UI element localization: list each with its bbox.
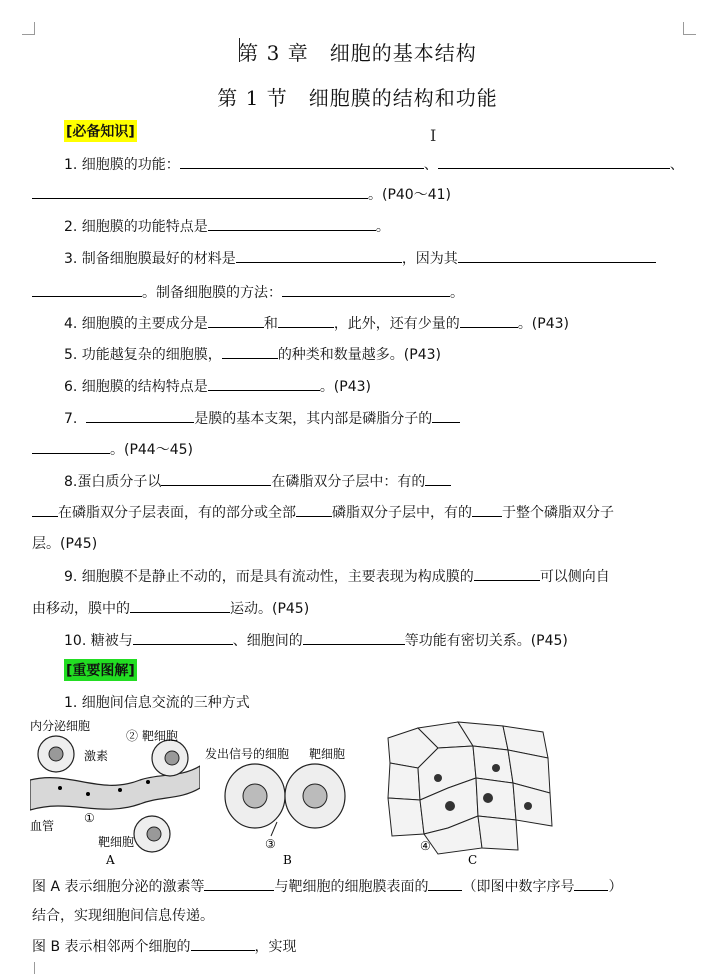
fade-overlay (300, 928, 400, 958)
blank[interactable] (32, 502, 58, 517)
blank[interactable] (428, 876, 462, 891)
tag-figures: [重要图解] (64, 659, 137, 681)
crop-mark-top-right (683, 22, 696, 35)
paragraph-figure-a-cont: 结合，实现细胞间信息传递。 (32, 908, 214, 924)
label-c: C (468, 853, 478, 867)
question-5: 5. 功能越复杂的细胞膜， 的种类和数量越多。(P43) (64, 344, 441, 365)
blank[interactable] (296, 502, 332, 517)
question-8-end: 层。(P45) (32, 536, 98, 552)
figure-c (378, 718, 568, 868)
ibeam-cursor-icon: I (430, 126, 437, 145)
blank[interactable] (472, 502, 502, 517)
blank[interactable] (180, 154, 424, 169)
blank[interactable] (208, 216, 376, 231)
blank[interactable] (282, 282, 450, 297)
label-num4: ④ (420, 839, 431, 853)
question-8-cont: 在磷脂双分子层表面，有的部分或全部 磷脂双分子层中，有的 于整个磷脂双分子 (32, 502, 614, 523)
question-4: 4. 细胞膜的主要成分是 和 ，此外，还有少量的 。(P43) (64, 313, 569, 334)
question-8: 8.蛋白质分子以 在磷脂双分子层中：有的 (64, 471, 451, 492)
figure-intro: 1. 细胞间信息交流的三种方式 (64, 695, 250, 711)
question-7: 7. 是膜的基本支架，其内部是磷脂分子的 (64, 408, 460, 429)
chapter-title: 第 3 章 细胞的基本结构 (238, 41, 477, 65)
blank[interactable] (222, 344, 278, 359)
blank[interactable] (130, 598, 230, 613)
label-target: 靶细胞 (309, 747, 346, 761)
question-9-cont: 由移动，膜中的 运动。(P45) (32, 598, 309, 619)
blank[interactable] (32, 439, 110, 454)
label-num1: ① (84, 811, 95, 825)
blank[interactable] (133, 630, 233, 645)
question-2: 2. 细胞膜的功能特点是 。 (64, 216, 390, 237)
blank[interactable] (474, 566, 540, 581)
question-6: 6. 细胞膜的结构特点是 。(P43) (64, 376, 371, 397)
question-3-cont: 。制备细胞膜的方法： 。 (32, 282, 464, 303)
blank[interactable] (432, 408, 460, 423)
blank[interactable] (438, 154, 670, 169)
paragraph-figure-b: 图 B 表示相邻两个细胞的 ，实现 (32, 936, 297, 957)
figure-b (205, 718, 360, 868)
blank[interactable] (191, 936, 255, 951)
blank[interactable] (278, 313, 334, 328)
question-3: 3. 制备细胞膜最好的材料是 ，因为其 (64, 248, 656, 269)
blank[interactable] (236, 248, 402, 263)
label-sender: 发出信号的细胞 (205, 747, 290, 761)
blank[interactable] (458, 248, 656, 263)
paragraph-figure-a: 图 A 表示细胞分泌的激素等 与靶细胞的细胞膜表面的 （即图中数字序号 ） (32, 876, 622, 897)
figure-a (30, 718, 200, 868)
label-endocrine: 内分泌细胞 (30, 719, 91, 733)
label-a: A (106, 853, 115, 867)
question-1: 1. 细胞膜的功能： 、 、 (64, 154, 684, 175)
blank[interactable] (574, 876, 608, 891)
label-target-bottom: 靶细胞 (98, 835, 135, 849)
blank[interactable] (161, 471, 271, 486)
blank[interactable] (303, 630, 405, 645)
section-title: 第 1 节 细胞膜的结构和功能 (217, 86, 498, 110)
question-7-cont: 。(P44～45) (32, 439, 193, 460)
label-b: B (283, 853, 292, 867)
label-target-top: ② 靶细胞 (126, 729, 178, 743)
blank[interactable] (460, 313, 518, 328)
tag-knowledge: [必备知识] (64, 120, 137, 142)
blank[interactable] (425, 471, 451, 486)
crop-mark-bottom-left (22, 962, 35, 974)
blank[interactable] (208, 313, 264, 328)
question-1-cont: 。(P40～41) (32, 184, 451, 205)
question-9: 9. 细胞膜不是静止不动的，而是具有流动性，主要表现为构成膜的 可以侧向自 (64, 566, 610, 587)
crop-mark-top-left (22, 22, 35, 35)
blank[interactable] (208, 376, 320, 391)
blank[interactable] (86, 408, 194, 423)
label-hormone: 激素 (84, 749, 109, 763)
question-10: 10. 糖被与 、细胞间的 等功能有密切关系。(P45) (64, 630, 568, 651)
label-vessel: 血管 (30, 819, 55, 833)
blank[interactable] (32, 282, 142, 297)
blank[interactable] (204, 876, 274, 891)
blank[interactable] (32, 184, 368, 199)
label-num3: ③ (265, 837, 276, 851)
